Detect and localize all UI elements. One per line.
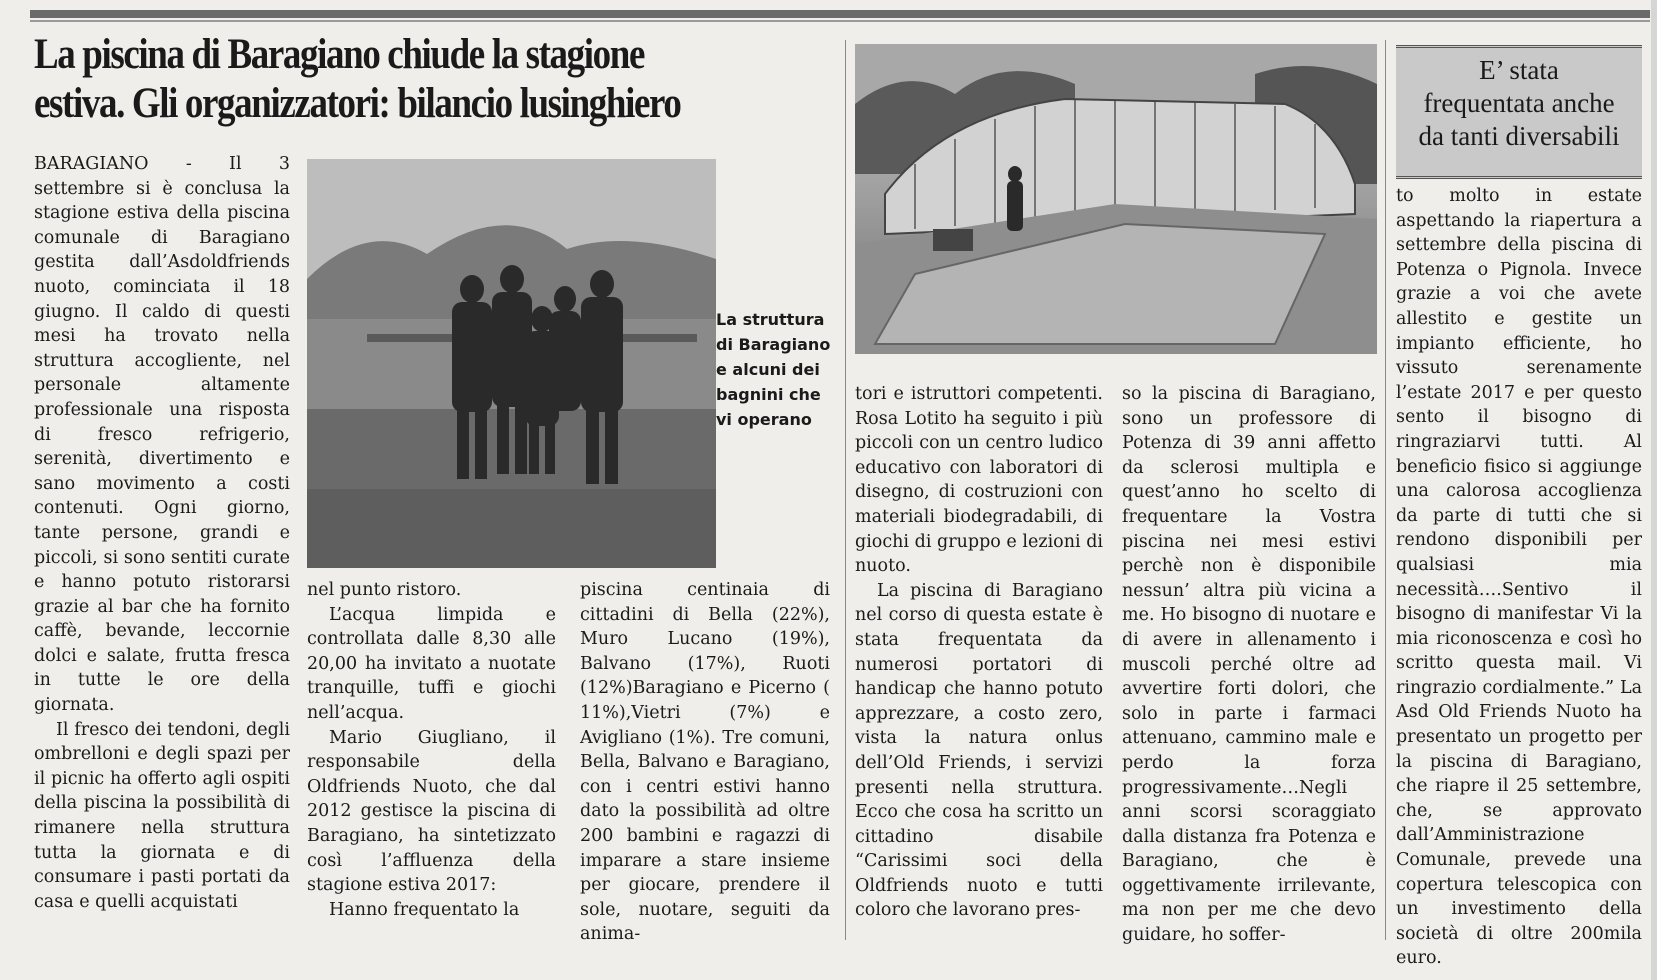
article-column-5 <box>1122 382 1376 946</box>
covered-pool-photo <box>855 44 1377 354</box>
article-column-2 <box>307 578 556 940</box>
column-divider-2 <box>1385 40 1386 940</box>
article-paragraph: to molto in estate aspettando la riapertura a settembre della piscina di Potenza o Pignola. Invece grazie a voi che avete allestito e gestite un impianto efficiente, ho vissuto serenamente l’estate 2017 e per questo sento il bisogno di ringraziarvi tutti. Al beneficio fisico si aggiunge una calorosa accoglienza da parte di tutti che si rendono disponibili per qualsiasi mia necessità….Sentivo il bisogno di manifestar Vi la mia riconoscenza e così ho scritto questa mail. Vi ringrazio cordialmente.” La Asd Old Friends Nuoto ha presentato un progetto per la piscina di Baragiano, che riapre il 25 settembre, che, se approvato dall’Amministrazione Comunale, prevede una copertura telescopica con un investimento della società di oltre 200mila euro. <box>1396 186 1642 969</box>
covered-pool-photo-graphic <box>855 44 1377 354</box>
photo-caption <box>716 307 851 432</box>
article-paragraph: piscina centinaia di cittadini di Bella (22%), Muro Lucano (19%), Balvano (17%), Ruoti (12%)Baragiano e Picerno ( 11%),Vietri (7%) e Avigliano (1%). Tre comuni, Bella, Balvano e Baragiano, con i centri estivi hanno dato la possibilità ad oltre 200 bambini e ragazzi di imparare a stare insieme per giocare, prendere il sole, nuotare, seguiti da anima- <box>580 580 830 945</box>
photo-caption-line-3: e alcuni dei <box>716 360 820 379</box>
article-column-4 <box>855 382 1103 940</box>
article-paragraph: nel punto ristoro. <box>307 580 462 600</box>
photo-caption-line-1: La struttura <box>716 310 825 329</box>
article-column-1 <box>34 152 290 940</box>
lifeguards-photo-graphic <box>307 159 716 568</box>
article-paragraph: BARAGIANO - Il 3 settembre si è conclusa la stagione estiva della piscina comunale di Baragiano gestita dall’Asdoldfriends nuoto, cominciata il 18 giugno. Il caldo di questi mesi ha trovato nella struttura accogliente, nel personale altamente professionale una risposta di fresco refrigerio, serenità, divertimento e sano movimento a costi contenuti. Ogni giorno, tante persone, grandi e piccoli, si sono sentiti curate e hanno potuto ristorarsi grazie al bar che ha fornito caffè, bevande, leccornie dolci e salate, frutta fresca in tutte le ore della giornata. <box>34 154 290 716</box>
sidebar-title-line-1: E’ stata <box>1479 55 1559 85</box>
article-paragraph: L’acqua limpida e controllata dalle 8,30 alle 20,00 ha invitato a nuotate tranquille, tuffi e giochi nell’acqua. <box>307 604 556 723</box>
photo-caption-line-4: bagnini che <box>716 385 821 404</box>
sidebar-title-box <box>1396 45 1642 179</box>
scan-edge <box>1651 0 1657 980</box>
lifeguards-photo <box>307 159 716 568</box>
article-paragraph: Il fresco dei tendoni, degli ombrelloni e degli spazi per il picnic ha offerto agli ospiti della piscina la possibilità di rimanere nella struttura tutta la giornata e di consumare i pasti portati da casa e quelli acquistati <box>34 719 290 912</box>
photo-caption-line-5: vi operano <box>716 410 812 429</box>
photo-caption-line-2: di Baragiano <box>716 335 831 354</box>
column-divider-1 <box>845 40 846 940</box>
article-column-6 <box>1396 184 1642 969</box>
article-paragraph: tori e istruttori competenti. Rosa Lotito ha seguito i più piccoli con un centro ludico educativo con laboratori di disegno, di costruzioni con materiali biodegradabili, di giochi di gruppo e lezioni di nuoto. <box>855 384 1103 577</box>
headline-line-1: La piscina di Baragiano chiude la stagione <box>34 31 645 78</box>
headline <box>34 30 722 128</box>
sidebar-title-line-2: frequentata anche <box>1423 88 1615 118</box>
article-column-3 <box>580 578 830 945</box>
article-paragraph: La piscina di Baragiano nel corso di questa estate è stata frequentata da numerosi portatori di handicap che hanno potuto apprezzare, a costo zero, vista la natura onlus dell’Old Friends, i servizi presenti nella struttura. Ecco che cosa ha scritto un cittadino disabile “Carissimi soci della Oldfriends nuoto e tutti coloro che lavorano pres- <box>855 580 1103 921</box>
article-paragraph: Hanno frequentato la <box>329 899 520 920</box>
top-rule <box>30 10 1650 18</box>
sidebar-title-line-3: da tanti diversabili <box>1418 121 1620 151</box>
article-paragraph: so la piscina di Baragiano, sono un professore di Potenza di 39 anni affetto da sclerosi multipla e quest’anno ho scelto di frequentare la Vostra piscina nei mesi estivi perchè non è disponibile nessun’ altra più vicina a me. Ho bisogno di nuotare e di avere in allenamento i muscoli perché oltre ad avvertire forti dolori, che solo in parte i farmaci attenuano, cammino male e perdo la forza progressivamente…Negli anni scorsi scoraggiato dalla distanza fra Potenza e Baragiano, che è oggettivamente irrilevante, ma non per me che devo guidare, ho soffer- <box>1122 384 1376 946</box>
top-rule-thin <box>30 20 1650 22</box>
article-paragraph: Mario Giugliano, il responsabile della Oldfriends Nuoto, che dal 2012 gestisce la piscina di Baragiano, ha sintetizzato così l’affluenza della stagione estiva 2017: <box>307 727 556 896</box>
headline-line-2: estiva. Gli organizzatori: bilancio lusinghiero <box>34 80 681 127</box>
